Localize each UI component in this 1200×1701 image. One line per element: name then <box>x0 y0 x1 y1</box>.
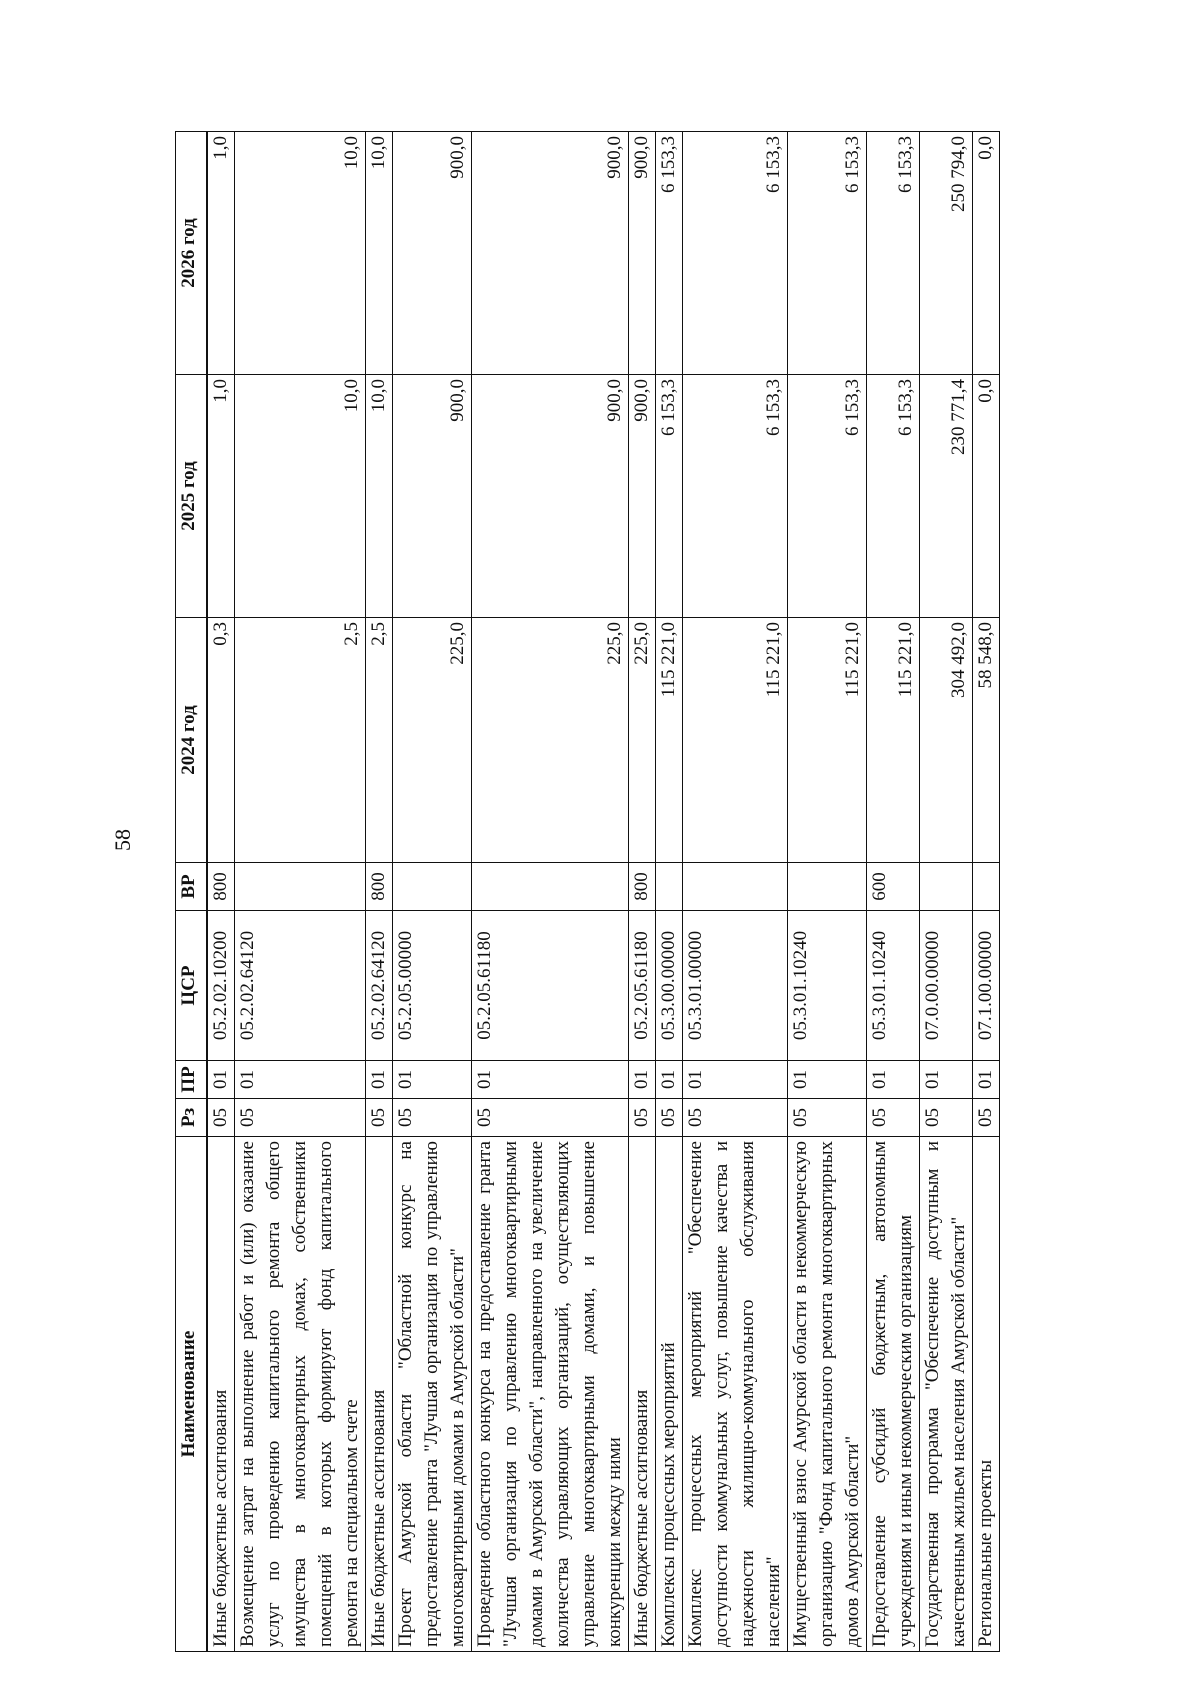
cell-2025: 6 153,3 <box>788 375 867 618</box>
table-row <box>366 132 393 1652</box>
cell-2024: 0,3 <box>207 618 235 863</box>
cell-2025: 10,0 <box>235 375 366 618</box>
cell-2024: 225,0 <box>629 618 656 863</box>
cell-vr: 800 <box>366 863 393 911</box>
table-row <box>472 132 629 1652</box>
cell-name: Возмещение затрат на выполнение работ и (или) оказание услуг по проведению капитального ремонта общего имущества в многоквартирных домах, собственники помещений в которых формируют фонд капитального ремонта на специальном счете <box>235 1137 366 1652</box>
cell-vr: 800 <box>629 863 656 911</box>
cell-pr: 01 <box>867 1061 920 1099</box>
cell-vr <box>788 863 867 911</box>
cell-rz: 05 <box>788 1099 867 1137</box>
cell-pr: 01 <box>366 1061 393 1099</box>
cell-pr: 01 <box>788 1061 867 1099</box>
table-row <box>656 132 683 1652</box>
cell-2025: 6 153,3 <box>656 375 683 618</box>
cell-vr <box>393 863 472 911</box>
table-row <box>629 132 656 1652</box>
cell-2024: 304 492,0 <box>920 618 973 863</box>
cell-csr: 07.0.00.00000 <box>920 911 973 1061</box>
cell-pr: 01 <box>235 1061 366 1099</box>
cell-pr: 01 <box>656 1061 683 1099</box>
cell-2026: 900,0 <box>472 132 629 375</box>
cell-rz: 05 <box>920 1099 973 1137</box>
cell-2025: 230 771,4 <box>920 375 973 618</box>
cell-name: Иные бюджетные ассигнования <box>207 1137 235 1652</box>
table-row <box>788 132 867 1652</box>
cell-csr: 05.2.05.00000 <box>393 911 472 1061</box>
cell-rz: 05 <box>656 1099 683 1137</box>
cell-csr: 05.2.02.64120 <box>366 911 393 1061</box>
cell-pr: 01 <box>207 1061 235 1099</box>
table-row <box>207 132 235 1652</box>
budget-table-container <box>175 132 1005 1652</box>
cell-2026: 0,0 <box>973 132 1000 375</box>
header-pr: ПР <box>176 1061 208 1099</box>
cell-2025: 6 153,3 <box>683 375 788 618</box>
cell-rz: 05 <box>683 1099 788 1137</box>
cell-rz: 05 <box>867 1099 920 1137</box>
budget-table <box>175 131 1000 1652</box>
cell-vr <box>235 863 366 911</box>
cell-name: Имущественный взнос Амурской области в некоммерческую организацию "Фонд капитального ремонта многоквартирных домов Амурской области" <box>788 1137 867 1652</box>
cell-rz: 05 <box>393 1099 472 1137</box>
cell-2024: 2,5 <box>235 618 366 863</box>
table-body <box>207 132 1000 1652</box>
table-header-row <box>176 132 208 1652</box>
cell-2026: 10,0 <box>235 132 366 375</box>
header-name: Наименование <box>176 1137 208 1652</box>
cell-pr: 01 <box>973 1061 1000 1099</box>
cell-2026: 10,0 <box>366 132 393 375</box>
table-row <box>393 132 472 1652</box>
cell-csr: 07.1.00.00000 <box>973 911 1000 1061</box>
header-vr: ВР <box>176 863 208 911</box>
cell-vr <box>683 863 788 911</box>
cell-2025: 10,0 <box>366 375 393 618</box>
cell-rz: 05 <box>973 1099 1000 1137</box>
cell-csr: 05.3.01.10240 <box>867 911 920 1061</box>
cell-2025: 900,0 <box>629 375 656 618</box>
cell-2025: 900,0 <box>472 375 629 618</box>
cell-pr: 01 <box>629 1061 656 1099</box>
cell-2026: 6 153,3 <box>867 132 920 375</box>
cell-csr: 05.2.02.64120 <box>235 911 366 1061</box>
cell-vr: 800 <box>207 863 235 911</box>
header-csr: ЦСР <box>176 911 208 1061</box>
cell-2024: 115 221,0 <box>683 618 788 863</box>
cell-2024: 58 548,0 <box>973 618 1000 863</box>
cell-name: Предоставление субсидий бюджетным, автономным учреждениям и иным некоммерческим организациям <box>867 1137 920 1652</box>
cell-2026: 900,0 <box>629 132 656 375</box>
table-row <box>235 132 366 1652</box>
cell-name: Иные бюджетные ассигнования <box>366 1137 393 1652</box>
cell-name: Проведение областного конкурса на предоставление гранта "Лучшая организация по управлению многоквартирными домами в Амурской области", направленного на увеличение количества управляющих организаций, осуществляющих управление многоквартирными домами, и повышение конкуренции между ними <box>472 1137 629 1652</box>
cell-2024: 225,0 <box>472 618 629 863</box>
table-row <box>683 132 788 1652</box>
cell-name: Комплекс процессных мероприятий "Обеспечение доступности коммунальных услуг, повышение качества и надежности жилищно-коммунального обслуживания населения" <box>683 1137 788 1652</box>
cell-pr: 01 <box>472 1061 629 1099</box>
cell-rz: 05 <box>207 1099 235 1137</box>
cell-2026: 6 153,3 <box>683 132 788 375</box>
page-number: 58 <box>110 829 135 851</box>
cell-name: Иные бюджетные ассигнования <box>629 1137 656 1652</box>
cell-2024: 115 221,0 <box>867 618 920 863</box>
table-row <box>920 132 973 1652</box>
cell-2024: 2,5 <box>366 618 393 863</box>
cell-rz: 05 <box>472 1099 629 1137</box>
header-2024: 2024 год <box>176 618 208 863</box>
cell-rz: 05 <box>629 1099 656 1137</box>
cell-name: Государственная программа "Обеспечение доступным и качественным жильем населения Амурской области" <box>920 1137 973 1652</box>
cell-2026: 900,0 <box>393 132 472 375</box>
cell-csr: 05.2.02.10200 <box>207 911 235 1061</box>
cell-2026: 250 794,0 <box>920 132 973 375</box>
cell-csr: 05.3.00.00000 <box>656 911 683 1061</box>
cell-csr: 05.3.01.10240 <box>788 911 867 1061</box>
cell-vr <box>472 863 629 911</box>
table-row <box>973 132 1000 1652</box>
cell-name: Комплексы процессных мероприятий <box>656 1137 683 1652</box>
cell-name: Региональные проекты <box>973 1137 1000 1652</box>
cell-csr: 05.3.01.00000 <box>683 911 788 1061</box>
cell-2025: 900,0 <box>393 375 472 618</box>
cell-name: Проект Амурской области "Областной конкурс на предоставление гранта "Лучшая организация по управлению многоквартирными домами в Амурской области" <box>393 1137 472 1652</box>
cell-2024: 225,0 <box>393 618 472 863</box>
header-2025: 2025 год <box>176 375 208 618</box>
cell-2025: 6 153,3 <box>867 375 920 618</box>
cell-2026: 6 153,3 <box>788 132 867 375</box>
cell-2026: 1,0 <box>207 132 235 375</box>
cell-pr: 01 <box>920 1061 973 1099</box>
cell-vr: 600 <box>867 863 920 911</box>
header-2026: 2026 год <box>176 132 208 375</box>
cell-2025: 0,0 <box>973 375 1000 618</box>
cell-pr: 01 <box>683 1061 788 1099</box>
cell-2024: 115 221,0 <box>656 618 683 863</box>
cell-vr <box>973 863 1000 911</box>
cell-vr <box>920 863 973 911</box>
cell-pr: 01 <box>393 1061 472 1099</box>
cell-rz: 05 <box>366 1099 393 1137</box>
cell-2024: 115 221,0 <box>788 618 867 863</box>
cell-2026: 6 153,3 <box>656 132 683 375</box>
cell-2025: 1,0 <box>207 375 235 618</box>
cell-vr <box>656 863 683 911</box>
cell-csr: 05.2.05.61180 <box>472 911 629 1061</box>
cell-rz: 05 <box>235 1099 366 1137</box>
table-row <box>867 132 920 1652</box>
header-rz: Рз <box>176 1099 208 1137</box>
cell-csr: 05.2.05.61180 <box>629 911 656 1061</box>
